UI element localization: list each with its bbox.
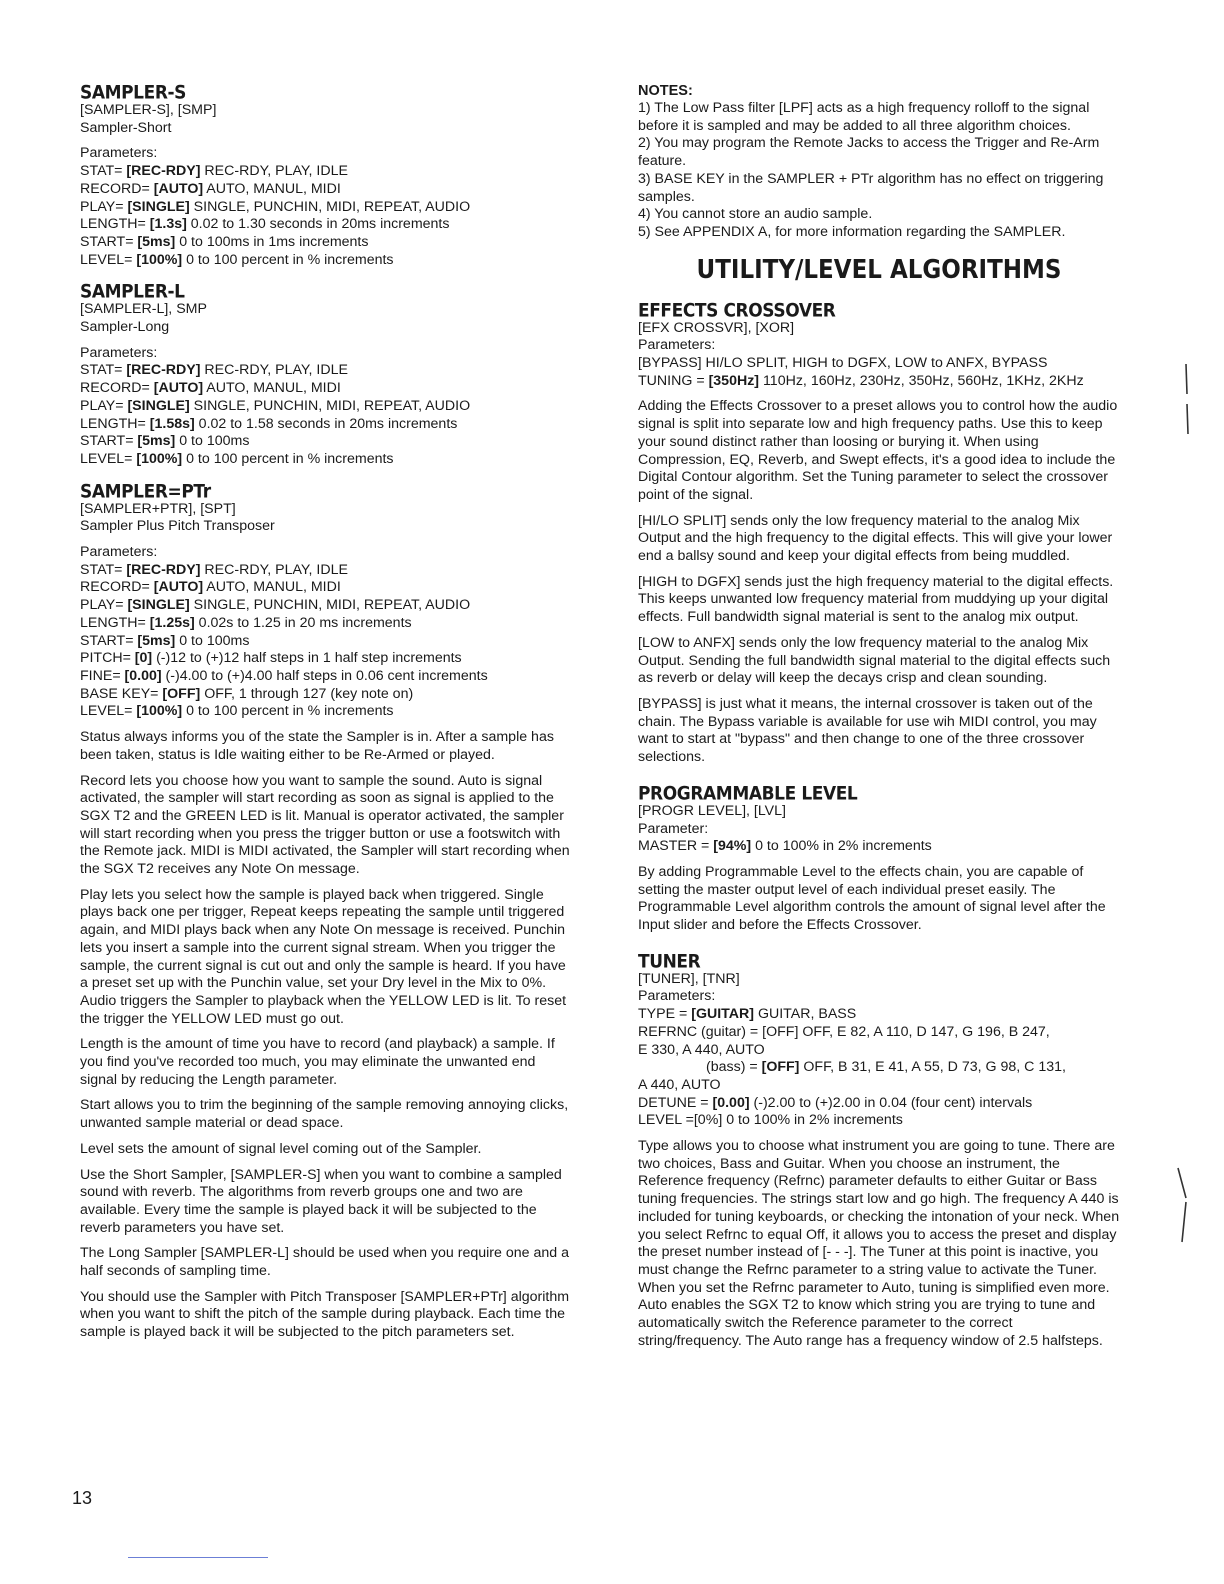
section-title: SAMPLER=PTr [80, 480, 211, 503]
footer-rule [128, 1557, 268, 1558]
param-fine: FINE= [0.00] (-)4.00 to (+)4.00 half steps in 0.06 cent increments [80, 667, 488, 684]
params-label: Parameters: [80, 344, 158, 361]
margin-mark-icon [1180, 360, 1200, 440]
full-name: Sampler Plus Pitch Transposer [80, 518, 275, 535]
params-label: Parameters: [80, 544, 158, 561]
section-effects-crossover [638, 300, 1120, 767]
param-refrnc-guitar: REFRNC (guitar) = [OFF] OFF, E 82, A 110, D 147, G 196, B 247, [638, 1023, 1050, 1040]
params-label: Parameters: [638, 337, 716, 354]
margin-mark-icon [1172, 1162, 1202, 1252]
section-programmable-level [638, 783, 1120, 935]
codes: [SAMPLER-S], [SMP] [80, 102, 217, 118]
param-start: START= [5ms] 0 to 100ms [80, 433, 250, 450]
param-type: TYPE = [GUITAR] GUITAR, BASS [638, 1006, 857, 1023]
param-length: LENGTH= [1.25s] 0.02s to 1.25 in 20 ms increments [80, 614, 412, 631]
note-item: 5) See APPENDIX A, for more information regarding the SAMPLER. [638, 223, 1066, 240]
section-sampler-s [80, 82, 570, 269]
notes-section [638, 82, 1120, 242]
paragraph-status: Status always informs you of the state the Sampler is in. After a sample has been taken, status is Idle waiting either to be Re-Armed or played. [80, 729, 554, 763]
full-name: Sampler-Short [80, 119, 172, 136]
param-length: LENGTH= [1.58s] 0.02 to 1.58 seconds in 20ms increments [80, 415, 458, 432]
paragraph-start: Start allows you to trim the beginning of the sample removing annoying clicks, unwanted sample material or dead space. [80, 1097, 569, 1132]
paragraph-record: Record lets you choose how you want to sample the sound. Auto is signal activated, the sampler will start recording as soon as signal is applied to the SGX T2 and the GREEN LED is lit. Manual is operator activated, the sampler will start recording when you press the trigger button or use a footswitch with the Remote jack. MIDI is MIDI activated, the Sampler will start recording when the SGX T2 receives any Note On message. [80, 772, 570, 878]
param-refrnc-guitar-cont: E 330, A 440, AUTO [638, 1041, 765, 1058]
param-refrnc-bass-cont: A 440, AUTO [638, 1076, 721, 1093]
paragraph-length: Length is the amount of time you have to record (and playback) a sample. If you find you've recorded too much, you may eliminate the unwanted end signal by reducing the Length parameter. [80, 1036, 555, 1088]
note-item: 2) You may program the Remote Jacks to access the Trigger and Re-Arm feature. [638, 135, 1100, 170]
param-level: LEVEL= [100%] 0 to 100 percent in % increments [80, 251, 394, 268]
notes-heading: NOTES: [638, 83, 693, 99]
param-start: START= [5ms] 0 to 100ms in 1ms increments [80, 233, 369, 250]
section-tuner [638, 951, 1120, 1351]
param-master: MASTER = [94%] 0 to 100% in 2% increments [638, 838, 932, 855]
utility-title: UTILITY/LEVEL ALGORITHMS [696, 255, 1062, 285]
paragraph-play: Play lets you select how the sample is played back when triggered. Single plays back one per trigger, Repeat keeps repeating the sample until triggered again, and MIDI plays back when any Note On message is received. Punchin lets you insert a sample into the current signal stream. When you trigger the sample, the current signal is cut out and only the sample is heard. If you have a preset set up with the Punchin value, set your Dry level in the Mix to 0%. Audio triggers the Sampler to playback when the YELLOW LED is lit. To reset the trigger the YELLOW LED must go out. [80, 886, 567, 1027]
param-record: RECORD= [AUTO] AUTO, MANUL, MIDI [80, 180, 341, 197]
note-item: 3) BASE KEY in the SAMPLER + PTr algorithm has no effect on triggering samples. [638, 170, 1104, 205]
param-base-key: BASE KEY= [OFF] OFF, 1 through 127 (key note on) [80, 685, 414, 702]
section-sampler-ptr [80, 481, 570, 721]
page-number: 13 [72, 1488, 93, 1508]
params-label: Parameters: [80, 145, 158, 162]
paragraph-bypass: [BYPASS] is just what it means, the internal crossover is taken out of the chain. The Bypass variable is available for use wih MIDI control, you may want to start at "bypass" and then change to one of the three crossover selections. [638, 695, 1097, 766]
paragraph-low-to-anfx: [LOW to ANFX] sends only the low frequency material to the analog Mix Output. Sending the full bandwidth signal material to the digital effects such as reverb or delay will keep the decays crisp and clean sounding. [638, 634, 1111, 687]
param-level: LEVEL= [100%] 0 to 100 percent in % increments [80, 450, 394, 467]
param-play: PLAY= [SINGLE] SINGLE, PUNCHIN, MIDI, REPEAT, AUDIO [80, 597, 471, 614]
param-level: LEVEL =[0%] 0 to 100% in 2% increments [638, 1112, 903, 1129]
codes: [TUNER], [TNR] [638, 970, 740, 987]
section-title: EFFECTS CROSSOVER [638, 299, 836, 322]
paragraph-pitch-sampler: You should use the Sampler with Pitch Transposer [SAMPLER+PTr] algorithm when you want to shift the pitch of the sample during playback. Each time the sample is played back it will be subjected to the pitch parameters set. [80, 1288, 570, 1341]
param-tuning: TUNING = [350Hz] 110Hz, 160Hz, 230Hz, 350Hz, 560Hz, 1KHz, 2KHz [638, 372, 1084, 389]
paragraph-high-to-dgfx: [HIGH to DGFX] sends just the high frequency material to the digital effects. This keeps unwanted low frequency material from muddying up your digital effects. Full bandwidth signal material is sent to the analog mix output. [638, 573, 1114, 626]
section-title: SAMPLER-L [80, 281, 185, 304]
right-column [638, 82, 1120, 1358]
codes: [SAMPLER-L], SMP [80, 301, 207, 318]
param-pitch: PITCH= [0] (-)12 to (+)12 half steps in 1 half step increments [80, 650, 462, 667]
section-title: SAMPLER-S [80, 82, 187, 104]
param-stat: STAT= [REC-RDY] REC-RDY, PLAY, IDLE [80, 561, 348, 578]
codes: [PROGR LEVEL], [LVL] [638, 802, 786, 819]
full-name: Sampler-Long [80, 319, 170, 336]
param-bypass: [BYPASS] HI/LO SPLIT, HIGH to DGFX, LOW to ANFX, BYPASS [638, 355, 1048, 372]
param-play: PLAY= [SINGLE] SINGLE, PUNCHIN, MIDI, REPEAT, AUDIO [80, 397, 471, 414]
params-label: Parameters: [638, 988, 716, 1005]
param-record: RECORD= [AUTO] AUTO, MANUL, MIDI [80, 579, 341, 596]
param-length: LENGTH= [1.3s] 0.02 to 1.30 seconds in 20ms increments [80, 216, 450, 233]
left-column [80, 82, 570, 1350]
codes: [SAMPLER+PTR], [SPT] [80, 500, 236, 517]
section-title: PROGRAMMABLE LEVEL [638, 782, 858, 805]
param-record: RECORD= [AUTO] AUTO, MANUL, MIDI [80, 380, 341, 397]
param-start: START= [5ms] 0 to 100ms [80, 632, 250, 649]
param-refrnc-bass: (bass) = [OFF] OFF, B 31, E 41, A 55, D 73, G 98, C 131, [706, 1059, 1066, 1076]
param-stat: STAT= [REC-RDY] REC-RDY, PLAY, IDLE [80, 163, 348, 180]
params-label: Parameter: [638, 820, 709, 837]
note-item: 4) You cannot store an audio sample. [638, 206, 873, 223]
paragraph-level: Level sets the amount of signal level coming out of the Sampler. [80, 1140, 482, 1157]
paragraph-crossover-intro: Adding the Effects Crossover to a preset allows you to control how the audio signal is split into separate low and high frequency paths. Use this to keep your sound distinct rather than loosing or burying it. When using Compression, EQ, Reverb, and Swept effects, it's a good idea to include the Digital Contour algorithm. Set the Tuning parameter to select the crossover point of the signal. [638, 398, 1118, 503]
param-level: LEVEL= [100%] 0 to 100 percent in % increments [80, 703, 394, 720]
param-detune: DETUNE = [0.00] (-)2.00 to (+)2.00 in 0.04 (four cent) intervals [638, 1094, 1033, 1111]
note-item: 1) The Low Pass filter [LPF] acts as a high frequency rolloff to the signal before it is sampled and may be added to all three algorithm choices. [638, 100, 1090, 134]
paragraph-hi-lo-split: [HI/LO SPLIT] sends only the low frequency material to the analog Mix Output and the high frequency to the digital effects. This will give your lower end a ballsy sound and keep your digital effects from being muddled. [638, 512, 1113, 565]
codes: [EFX CROSSVR], [XOR] [638, 319, 795, 336]
param-stat: STAT= [REC-RDY] REC-RDY, PLAY, IDLE [80, 362, 348, 379]
param-play: PLAY= [SINGLE] SINGLE, PUNCHIN, MIDI, REPEAT, AUDIO [80, 198, 471, 215]
paragraph-short-sampler: Use the Short Sampler, [SAMPLER-S] when you want to combine a sampled sound with reverb. The algorithms from reverb groups one and two are available. Every time the sample is played back it will be subjected to the reverb parameters you have set. [80, 1166, 562, 1236]
paragraph-programmable-level: By adding Programmable Level to the effects chain, you are capable of setting the master output level of each individual preset easily. The Programmable Level algorithm controls the amount of signal level after the Input slider and before the Effects Crossover. [638, 863, 1106, 934]
paragraph-long-sampler: The Long Sampler [SAMPLER-L] should be used when you require one and a half seconds of sampling time. [80, 1245, 569, 1280]
section-title: TUNER [638, 950, 701, 973]
paragraph-tuner: Type allows you to choose what instrument you are going to tune. There are two choices, Bass and Guitar. When you choose an instrument, the Reference frequency (Refrnc) parameter defaults to either Guitar or Bass tuning frequencies. The strings start low and go high. The frequency A 440 is included for tuning keyboards, or checking the intonation of your neck. When you select Refrnc to equal Off, it allows you to access the preset and display the preset number instead of [- - -]. The Tuner at this point is inactive, you must change the Refrnc parameter to a string value to activate the Tuner. When you set the Refrnc parameter to Auto, tuning is simplified even more. Auto enables the SGX T2 to know which string you are trying to tune and automatically switch the Reference parameter to the correct string/frequency. The Auto range has a frequency window of 2.5 halfsteps. [638, 1138, 1120, 1349]
section-sampler-l [80, 281, 570, 468]
